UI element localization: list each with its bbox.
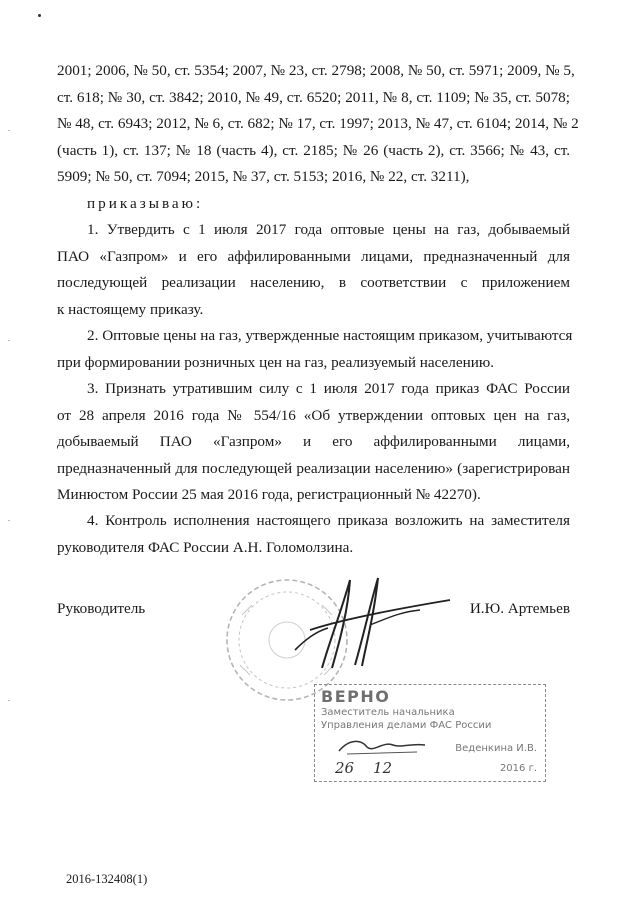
item-1 [57,217,570,323]
order-paragraph [57,191,570,218]
item-1-line: 1. Утвердить с 1 июля 2017 года оптовые цены на газ, добываемый [87,221,570,238]
document-number: 2016-132408(1) [66,872,148,886]
citation-paragraph [57,58,579,191]
citation-line: № 48, ст. 6943; 2012, № 6, ст. 682; № 17, ст. 1997; 2013, № 47, ст. 6104; 2014, № 2 [57,115,579,132]
edge-speck [8,130,10,131]
stamp-signature [337,735,427,757]
stamp-position: Заместитель начальника [321,707,455,718]
item-3-line: добываемый ПАО «Газпром» и его аффилированными лицами, [57,433,570,450]
order-word: приказываю: [87,195,204,212]
item-2 [57,323,573,376]
stamp-department: Управления делами ФАС России [321,720,492,731]
item-3-line: 3. Признать утратившим силу с 1 июля 2017 года приказ ФАС России [87,380,570,397]
item-2-line: 2. Оптовые цены на газ, утвержденные настоящим приказом, учитываются [87,327,573,344]
signer-title: Руководитель [57,600,146,617]
item-4-line: 4. Контроль исполнения настоящего приказа возложить на заместителя [87,512,570,529]
citation-line: ст. 618; № 30, ст. 3842; 2010, № 49, ст. 6520; 2011, № 8, ст. 1109; № 35, ст. 5078; [57,88,570,106]
item-3 [57,376,570,509]
item-4 [57,508,570,561]
citation-line: 2001; 2006, № 50, ст. 5354; 2007, № 23, ст. 2798; 2008, № 50, ст. 5971; 2009, № 5, [57,62,575,79]
item-1-line: последующей реализации населению, в соответствии с приложением [57,274,570,291]
citation-line: 5909; № 50, ст. 7094; 2015, № 37, ст. 5153; 2016, № 22, ст. 3211), [57,168,470,185]
item-3-line: Минюстом России 25 мая 2016 года, регистрационный № 42270). [57,486,481,503]
item-3-line: предназначенный для последующей реализации населению» (зарегистрирован [57,459,570,477]
citation-line: (часть 1), ст. 137; № 18 (часть 4), ст. 2185; № 26 (часть 2), ст. 3566; № 43, ст. [57,141,570,159]
stamp-date-day: 26 [335,759,355,777]
edge-speck [8,700,10,701]
edge-speck [8,340,10,341]
item-1-line: к настоящему приказу. [57,300,204,318]
item-3-line: от 28 апреля 2016 года № 554/16 «Об утверждении оптовых цен на газ, [57,406,570,424]
signer-name: И.Ю. Артемьев [469,600,570,617]
handwritten-signature [270,570,460,680]
certification-stamp [314,684,546,782]
item-1-line: ПАО «Газпром» и его аффилированными лицами, предназначенный для [57,247,570,265]
item-4-line: руководителя ФАС России А.Н. Голомолзина. [57,538,354,556]
stamp-name: Веденкина И.В. [455,743,537,754]
edge-speck [8,520,10,521]
item-2-line: при формировании розничных цен на газ, реализуемый населению. [57,353,494,371]
stamp-title: ВЕРНО [321,687,391,706]
stamp-date-year: 2016 г. [499,763,537,774]
stamp-date-month: 12 [373,759,393,777]
corner-dot [38,14,41,17]
